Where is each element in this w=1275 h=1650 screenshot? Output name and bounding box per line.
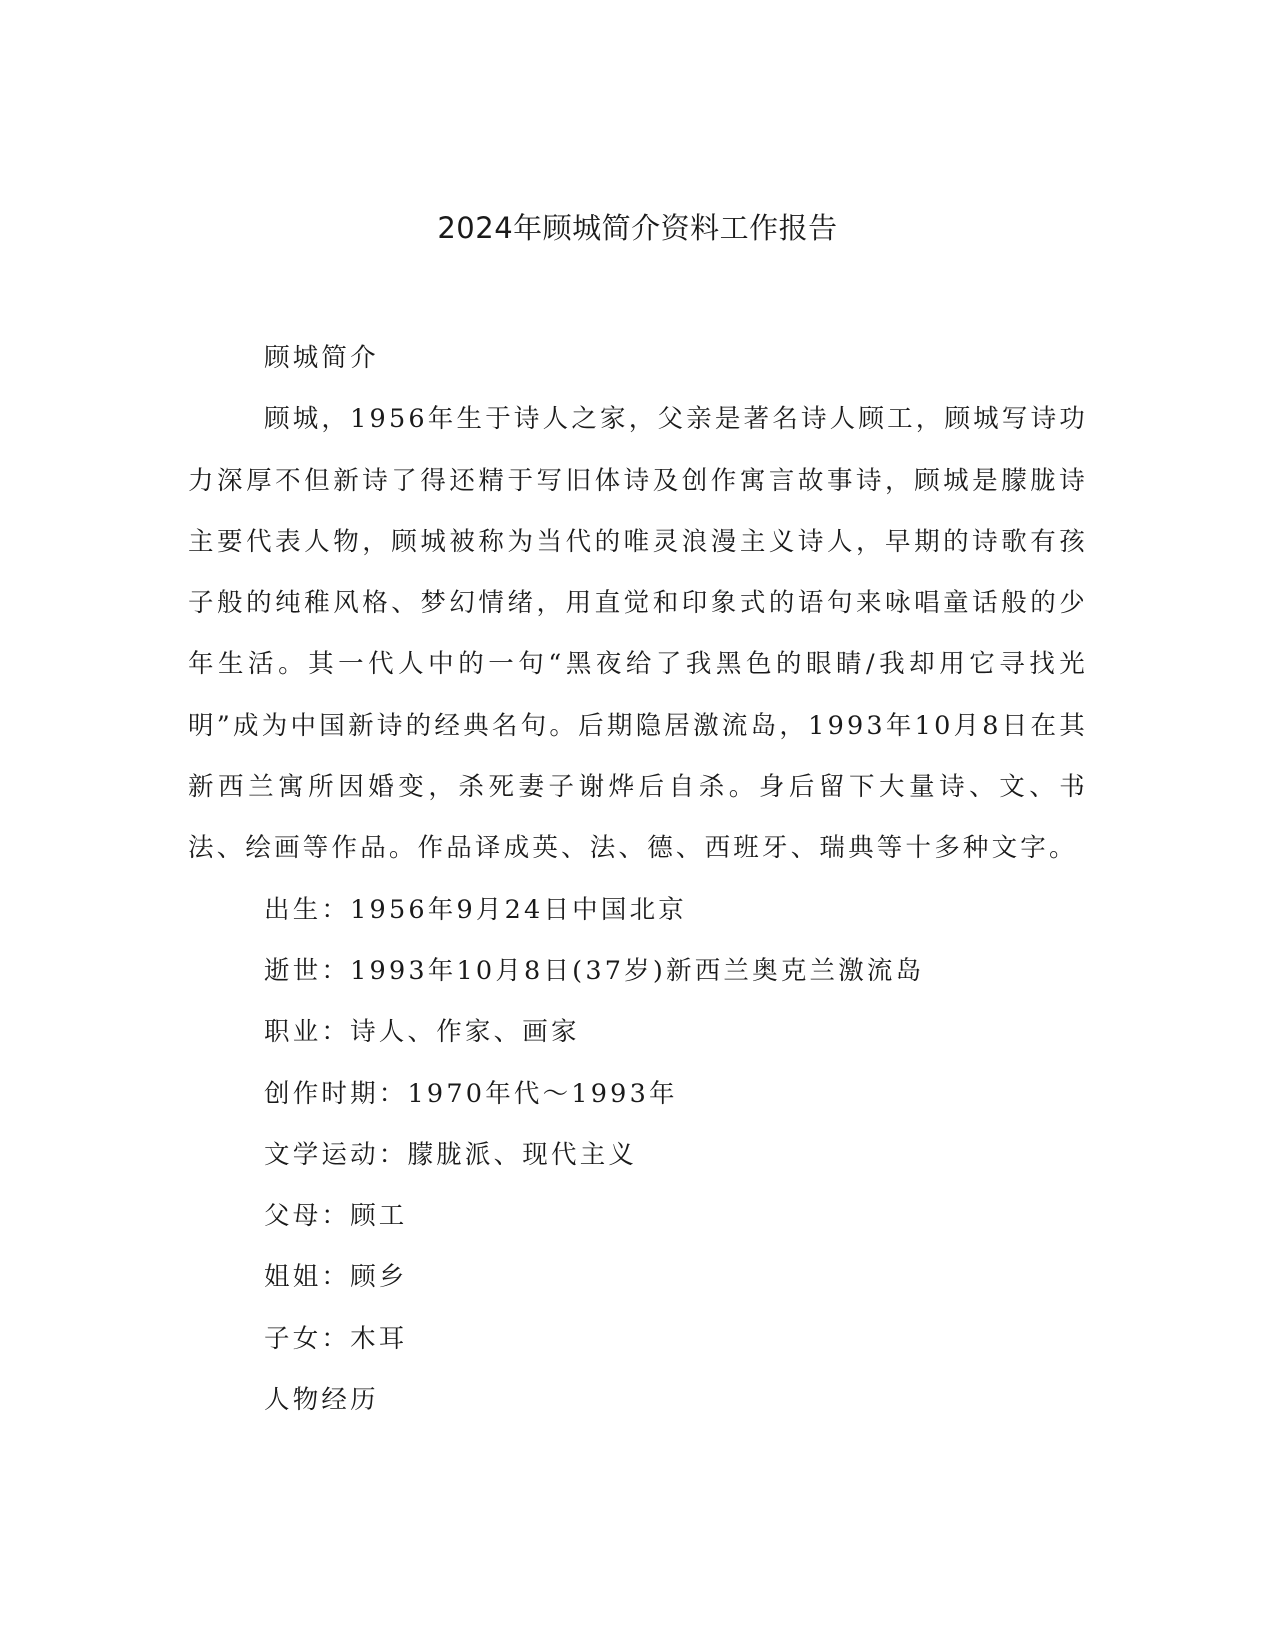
fact-occupation: 职业：诗人、作家、画家 [264, 1017, 580, 1048]
fact-children: 子女：木耳 [264, 1323, 408, 1354]
fact-death: 逝世：1993年10月8日(37岁)新西兰奥克兰激流岛 [264, 955, 925, 986]
document-title: 2024年顾城简介资料工作报告 [437, 211, 838, 245]
profile-facts [188, 880, 1088, 1370]
document-body [188, 328, 1088, 1431]
intro-paragraph: 顾城，1956年生于诗人之家，父亲是著名诗人顾工，顾城写诗功力深厚不但新诗了得还精于写旧体诗及创作寓言故事诗，顾城是朦胧诗主要代表人物，顾城被称为当代的唯灵浪漫主义诗人，早期的诗歌有孩子般的纯稚风格、梦幻情绪，用直觉和印象式的语句来咏唱童话般的少年生活。其一代人中的一句“黑夜给了我黑色的眼睛/我却用它寻找光明”成为中国新诗的经典名句。后期隐居激流岛，1993年10月8日在其新西兰寓所因婚变，杀死妻子谢烨后自杀。身后留下大量诗、文、书法、绘画等作品。作品译成英、法、德、西班牙、瑞典等十多种文字。 [188, 404, 1088, 864]
section-heading: 顾城简介 [264, 343, 379, 373]
fact-sister: 姐姐：顾乡 [264, 1262, 408, 1293]
fact-creative-period: 创作时期：1970年代～1993年 [264, 1078, 678, 1109]
next-section-heading: 人物经历 [264, 1385, 379, 1416]
fact-birth: 出生：1956年9月24日中国北京 [264, 894, 687, 925]
fact-literary-movement: 文学运动：朦胧派、现代主义 [264, 1139, 638, 1170]
fact-parents: 父母：顾工 [264, 1201, 408, 1232]
